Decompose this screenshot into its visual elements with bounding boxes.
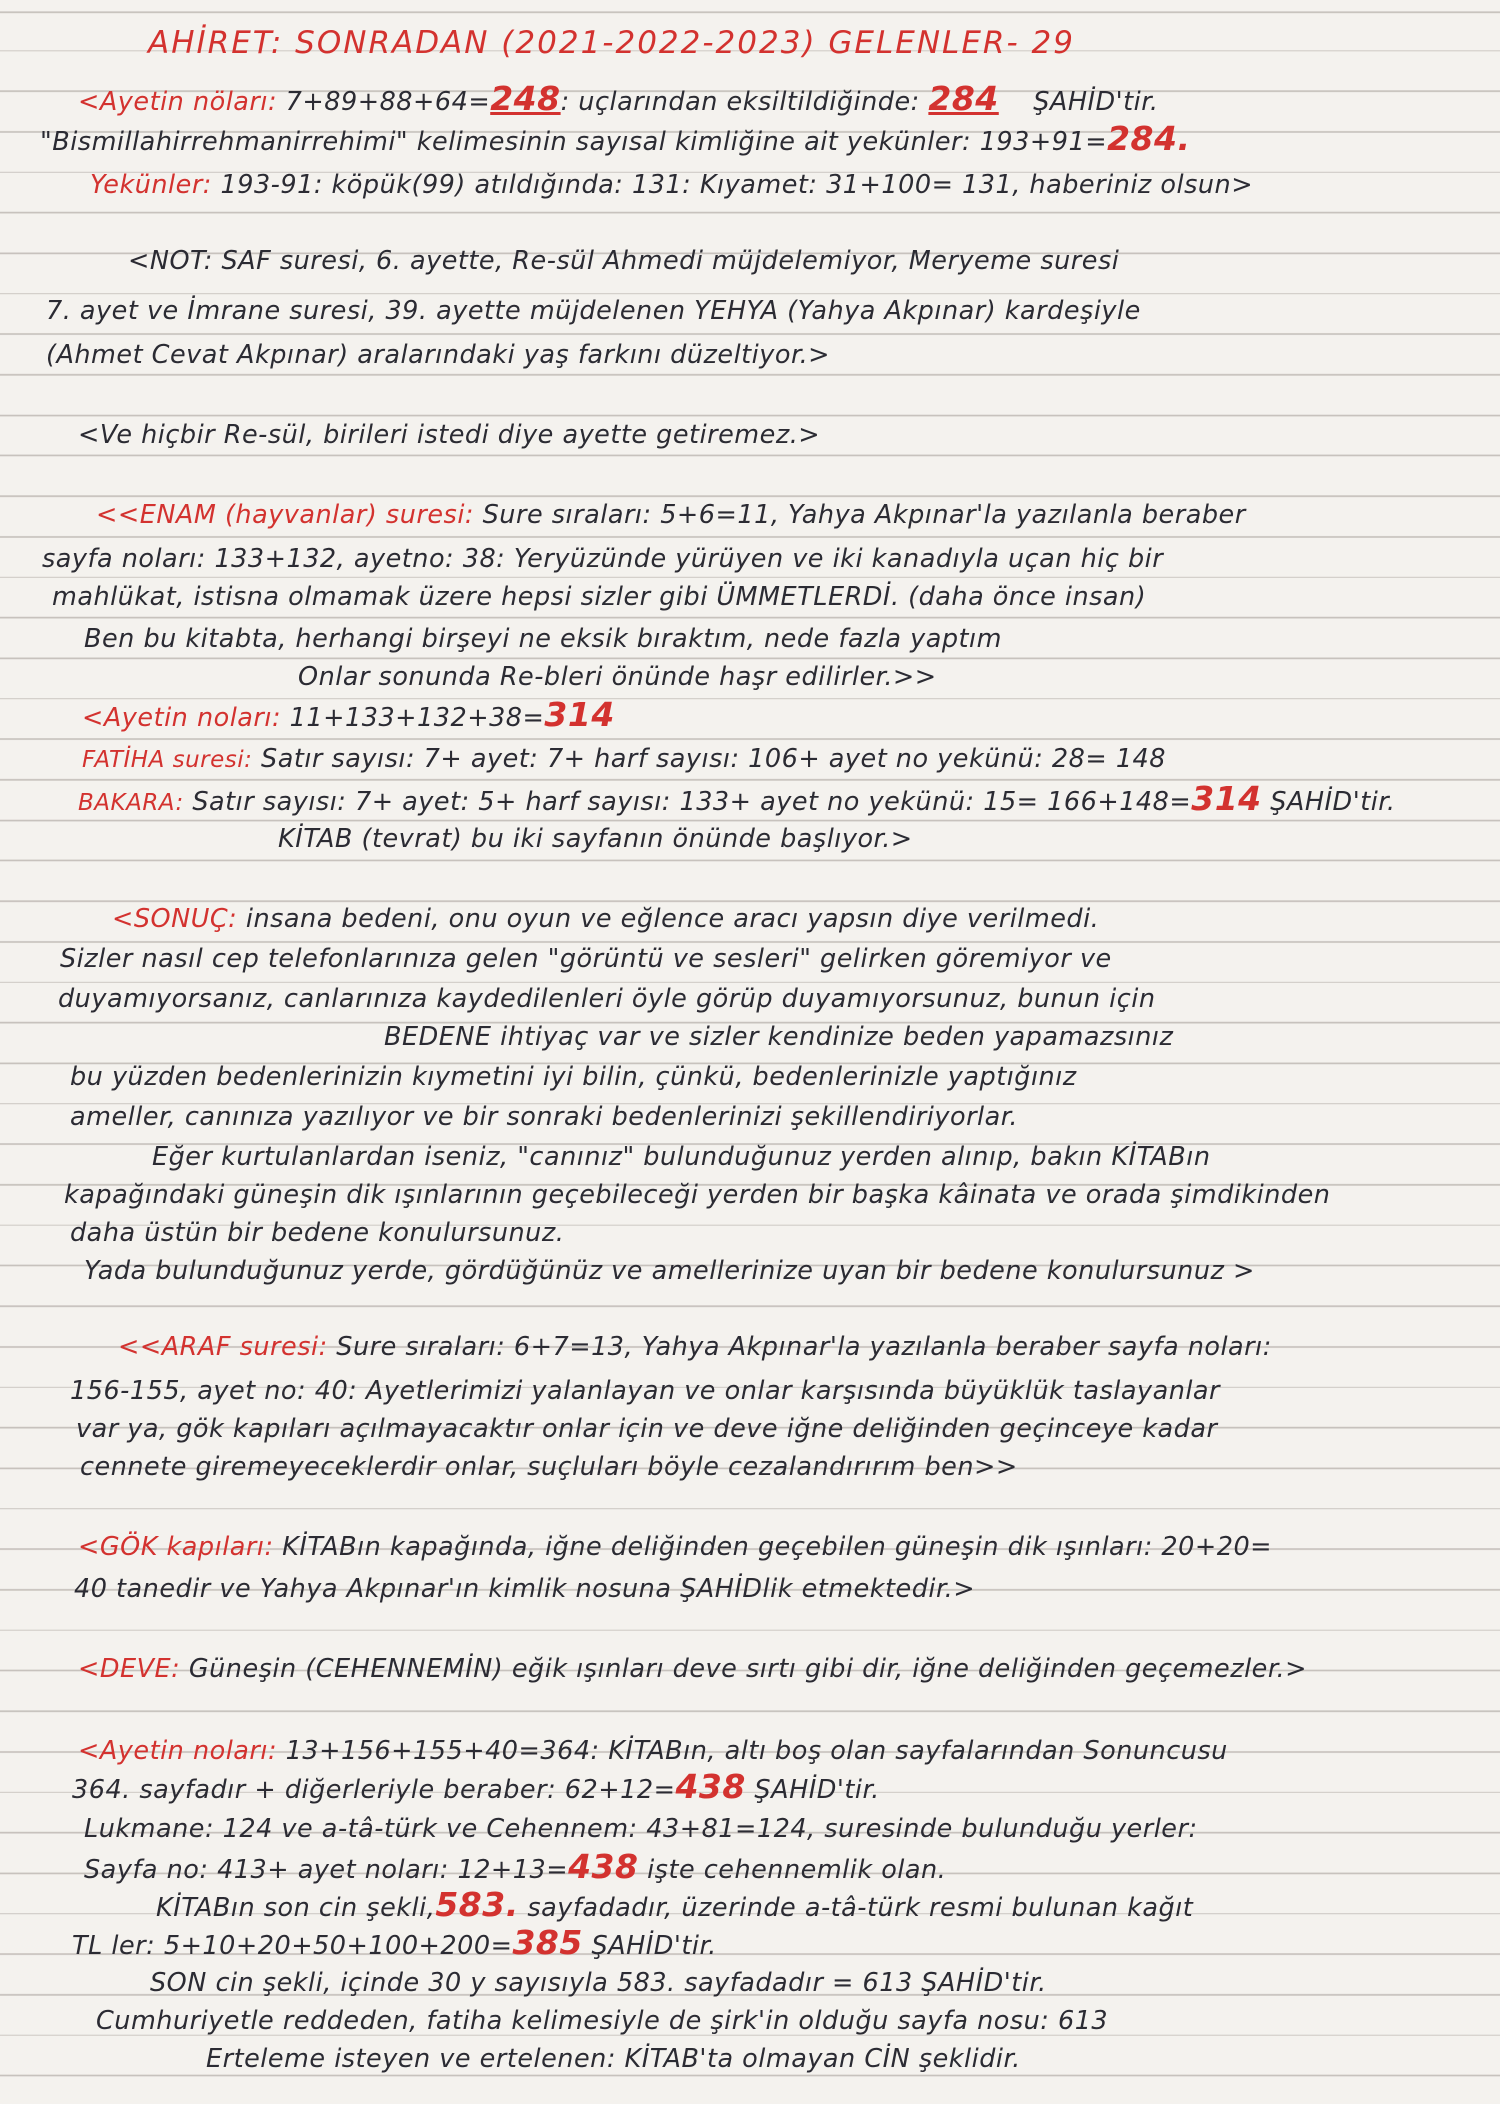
gok-label: <GÖK kapıları: xyxy=(78,1532,274,1562)
calc2-line-5 xyxy=(156,1885,1194,1924)
deve-line xyxy=(78,1654,1307,1684)
bismillah-text: "Bismillahirrehmanirrehimi" kelimesinin sayısal kimliğine ait yekünler: 193+91= xyxy=(40,127,1108,157)
highlight-583: 583. xyxy=(435,1885,519,1924)
fatiha-label: FATİHA suresi: xyxy=(82,747,253,773)
calc2-l5-text: KİTABın son cin şekli, xyxy=(156,1893,436,1923)
calc2-line-4 xyxy=(84,1847,947,1886)
calc2-line-6 xyxy=(72,1923,717,1962)
trimmed-text: : uçlarından eksiltildiğinde: xyxy=(560,87,920,117)
fatiha-text: Satır sayısı: 7+ ayet: 7+ harf sayısı: 106+ ayet no yekünü: 28= 148 xyxy=(252,744,1166,774)
calc2-text: 13+156+155+40=364: KİTABın, altı boş olan sayfalarından Sonuncusu xyxy=(277,1736,1228,1766)
rasul-note: <Ve hiçbir Re-sül, birileri istedi diye ayette getiremez.> xyxy=(78,420,821,450)
gok-line-1 xyxy=(78,1532,1272,1562)
sonuc-label: <SONUÇ: xyxy=(112,904,238,934)
calc1-text: 11+133+132+38= xyxy=(281,703,545,733)
calc2-line-7: SON cin şekli, içinde 30 y sayısıyla 583. sayfadadır = 613 ŞAHİD'tir. xyxy=(150,1968,1047,1998)
highlight-438-b: 438 xyxy=(568,1847,639,1886)
sonuc-line-1 xyxy=(112,904,1099,934)
kitab-line: KİTAB (tevrat) bu iki sayfanın önünde başlıyor.> xyxy=(278,824,913,854)
sonuc-line-8: kapağındaki güneşin dik ışınlarının geçebileceği yerden bir başka kâinata ve orada şimdikinden xyxy=(64,1180,1331,1210)
calc2-l2-witness: ŞAHİD'tir. xyxy=(745,1775,880,1805)
calc2-line-2 xyxy=(72,1767,880,1806)
calc2-l6-text: TL ler: 5+10+20+50+100+200= xyxy=(72,1931,513,1961)
verse-numbers-label: <Ayetin nöları: xyxy=(78,87,278,117)
calc2-l4-end: işte cehennemlik olan. xyxy=(638,1855,947,1885)
calc2-l6-witness: ŞAHİD'tir. xyxy=(582,1931,717,1961)
enam-label: <<ENAM (hayvanlar) suresi: xyxy=(96,500,475,530)
gok-text: KİTABın kapağında, iğne deliğinden geçebilen güneşin dik ışınları: 20+20= xyxy=(273,1532,1273,1562)
sonuc-line-6: ameller, canınıza yazılıyor ve bir sonraki bedenlerinizi şekillendiriyorlar. xyxy=(70,1102,1019,1132)
calc1-label: <Ayetin noları: xyxy=(82,703,282,733)
highlight-385: 385 xyxy=(512,1923,583,1962)
enam-text: Sure sıraları: 5+6=11, Yahya Akpınar'la yazılanla beraber xyxy=(474,500,1246,530)
note-line-2: 7. ayet ve İmrane suresi, 39. ayette müjdelenen YEHYA (Yahya Akpınar) kardeşiyle xyxy=(46,296,1141,326)
enam-line-2: sayfa noları: 133+132, ayetno: 38: Yeryüzünde yürüyen ve iki kanadıyla uçan hiç bir xyxy=(42,544,1164,574)
calc1-line xyxy=(82,695,615,734)
totals-text: 193-91: köpük(99) atıldığında: 131: Kıyamet: 31+100= 131, haberiniz olsun> xyxy=(211,170,1254,200)
sonuc-line-10: Yada bulunduğunuz yerde, gördüğünüz ve amellerinize uyan bir bedene konulursunuz > xyxy=(84,1256,1255,1286)
araf-text: Sure sıraları: 6+7=13, Yahya Akpınar'la yazılanla beraber sayfa noları: xyxy=(327,1332,1272,1362)
araf-label: <<ARAF suresi: xyxy=(118,1332,328,1362)
calc2-line-8: Cumhuriyetle reddeden, fatiha kelimesiyle de şirk'in olduğu sayfa nosu: 613 xyxy=(96,2006,1109,2036)
bakara-witness: ŞAHİD'tir. xyxy=(1261,787,1396,817)
deve-label: <DEVE: xyxy=(78,1654,181,1684)
totals-label: Yekünler: xyxy=(90,170,212,200)
sonuc-line-7: Eğer kurtulanlardan iseniz, "canınız" bulunduğunuz yerden alınıp, bakın KİTABın xyxy=(152,1142,1211,1172)
calc2-line-9: Erteleme isteyen ve ertelenen: KİTAB'ta olmayan CİN şeklidir. xyxy=(206,2044,1021,2074)
sonuc-line-5: bu yüzden bedenlerinizin kıymetini iyi bilin, çünkü, bedenlerinizle yaptığınız xyxy=(70,1062,1077,1092)
enam-line-4: Ben bu kitabta, herhangi birşeyi ne eksik bıraktım, nede fazla yaptım xyxy=(84,624,1002,654)
highlight-314: 314 xyxy=(544,695,615,734)
bakara-label: BAKARA: xyxy=(78,790,184,816)
araf-line-4: cennete giremeyeceklerdir onlar, suçluları böyle cezalandırırım ben>> xyxy=(80,1452,1018,1482)
enam-line-5: Onlar sonunda Re-bleri önünde haşr edilirler.>> xyxy=(298,662,937,692)
deve-text: Güneşin (CEHENNEMİN) eğik ışınları deve sırtı gibi dir, iğne deliğinden geçemezler.> xyxy=(180,1654,1307,1684)
totals-line xyxy=(90,170,1253,200)
page-title: AHİRET: SONRADAN (2021-2022-2023) GELENLER- 29 xyxy=(148,25,1075,61)
sonuc-line-9: daha üstün bir bedene konulursunuz. xyxy=(70,1218,565,1248)
calc2-label: <Ayetin noları: xyxy=(78,1736,278,1766)
note-line-3: (Ahmet Cevat Akpınar) aralarındaki yaş farkını düzeltiyor.> xyxy=(46,340,831,370)
verse-sum-text: 7+89+88+64= xyxy=(277,87,491,117)
araf-line-1 xyxy=(118,1332,1272,1362)
fatiha-line xyxy=(82,744,1166,775)
note-line-1: <NOT: SAF suresi, 6. ayette, Re-sül Ahmedi müjdelemiyor, Meryeme suresi xyxy=(128,246,1120,276)
calc2-l5-end: sayfadadır, üzerinde a-tâ-türk resmi bulunan kağıt xyxy=(518,1893,1194,1923)
gok-line-2: 40 tanedir ve Yahya Akpınar'ın kimlik nosuna ŞAHİDlik etmektedir.> xyxy=(74,1574,976,1604)
sonuc-text: insana bedeni, onu oyun ve eğlence aracı yapsın diye verilmedi. xyxy=(237,904,1100,934)
highlight-248: 248 xyxy=(490,79,561,118)
calc2-l2-text: 364. sayfadır + diğerleriyle beraber: 62+12= xyxy=(72,1775,676,1805)
calc2-line-3: Lukmane: 124 ve a-tâ-türk ve Cehennem: 43+81=124, suresinde bulunduğu yerler: xyxy=(84,1814,1198,1844)
enam-line-1 xyxy=(96,500,1246,530)
highlight-314-b: 314 xyxy=(1191,779,1262,818)
sonuc-line-2: Sizler nasıl cep telefonlarınıza gelen "görüntü ve sesleri" gelirken göremiyor ve xyxy=(60,944,1112,974)
araf-line-3: var ya, gök kapıları açılmayacaktır onlar için ve deve iğne deliğinden geçinceye kadar xyxy=(76,1414,1218,1444)
verse-numbers-line xyxy=(78,79,1159,118)
calc2-line-1 xyxy=(78,1736,1228,1766)
witness-text: ŞAHİD'tir. xyxy=(1033,87,1159,117)
bakara-line xyxy=(78,779,1396,818)
sonuc-line-3: duyamıyorsanız, canlarınıza kaydedilenleri öyle görüp duyamıyorsunuz, bunun için xyxy=(58,984,1156,1014)
bakara-text: Satır sayısı: 7+ ayet: 5+ harf sayısı: 133+ ayet no yekünü: 15= 166+148= xyxy=(183,787,1192,817)
enam-line-3: mahlükat, istisna olmamak üzere hepsi sizler gibi ÜMMETLERDİ. (daha önce insan) xyxy=(52,582,1147,612)
highlight-284: 284 xyxy=(928,79,999,118)
araf-line-2: 156-155, ayet no: 40: Ayetlerimizi yalanlayan ve onlar karşısında büyüklük taslayanlar xyxy=(70,1376,1221,1406)
sonuc-line-4: BEDENE ihtiyaç var ve sizler kendinize beden yapamazsınız xyxy=(384,1022,1174,1052)
calc2-l4-text: Sayfa no: 413+ ayet noları: 12+13= xyxy=(84,1855,569,1885)
bismillah-line xyxy=(40,119,1191,158)
highlight-284-b: 284. xyxy=(1107,119,1191,158)
highlight-438: 438 xyxy=(675,1767,746,1806)
